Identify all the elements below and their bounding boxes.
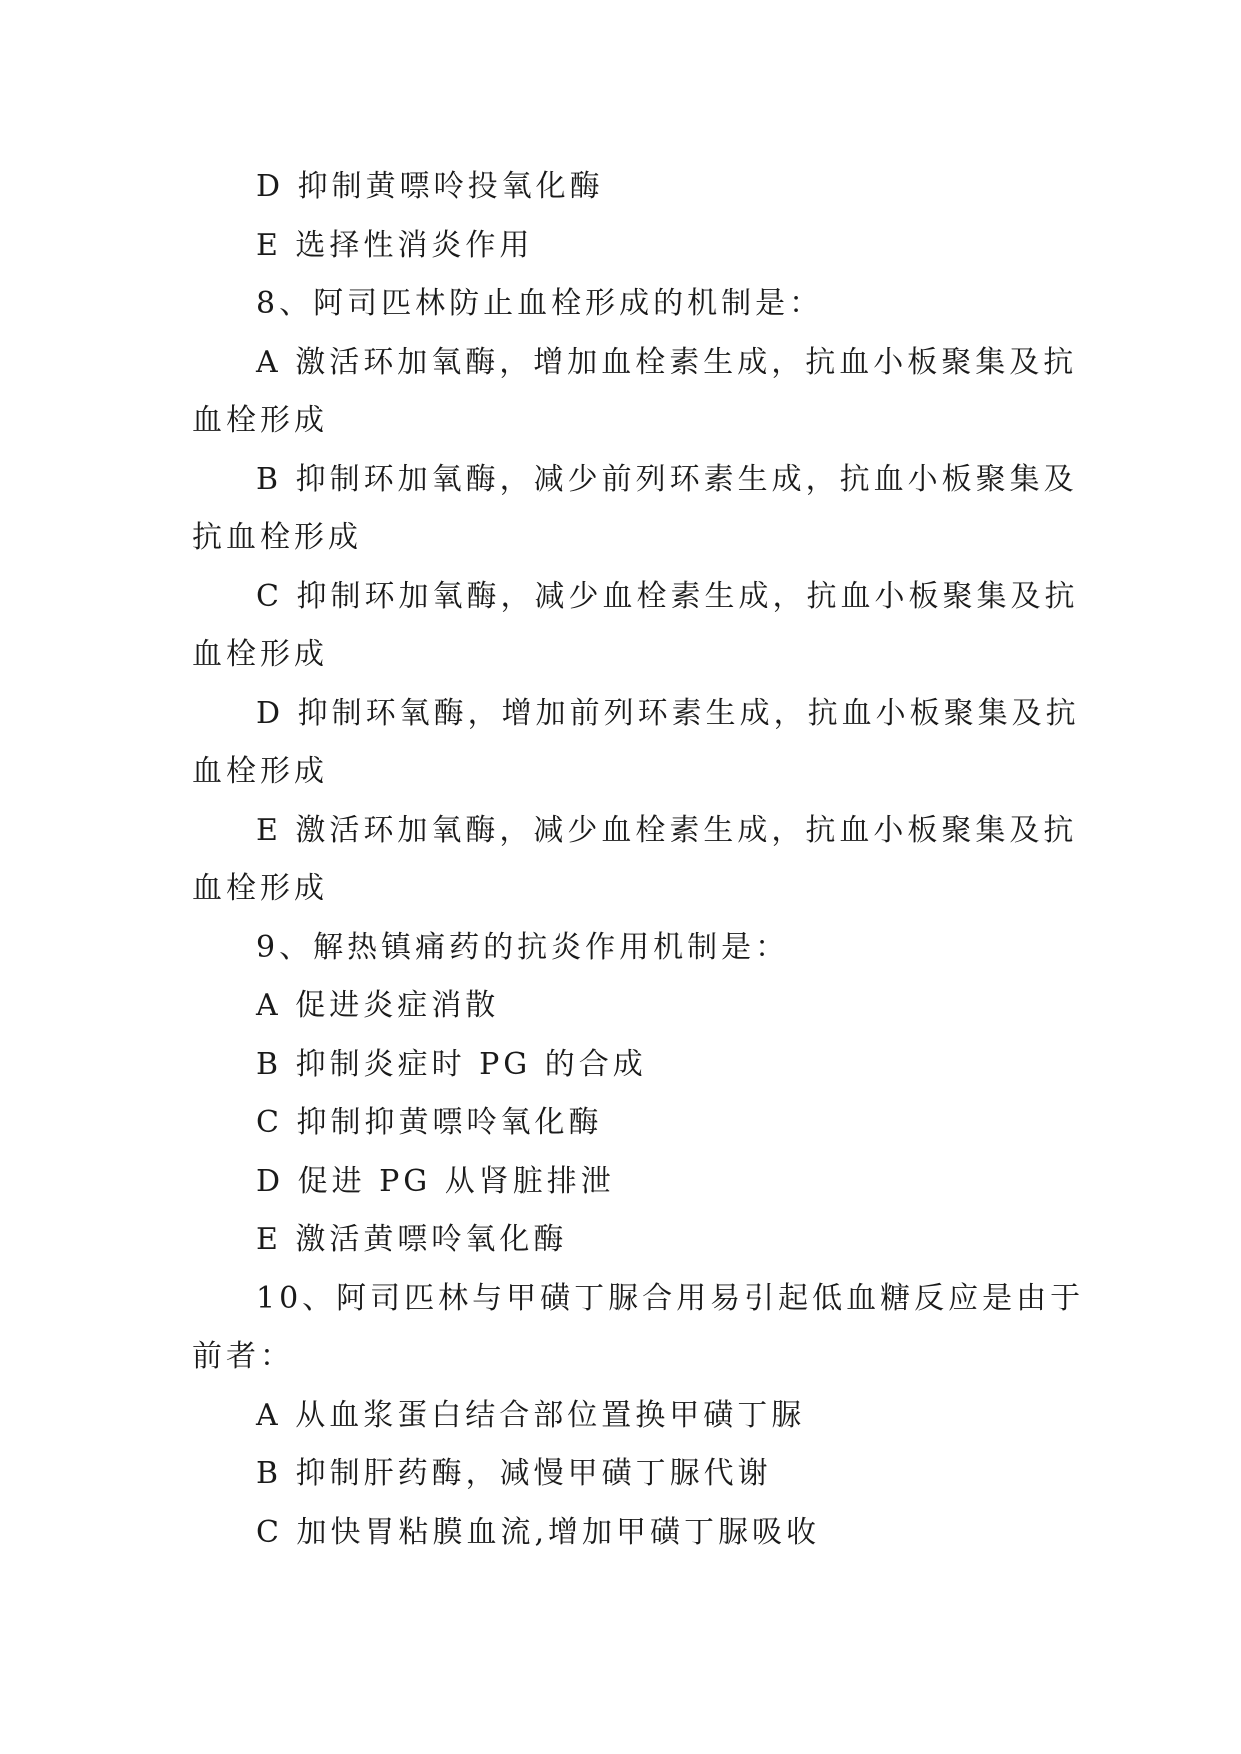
option-8b: B 抑制环加氧酶，减少前列环素生成，抗血小板聚集及 <box>256 461 1078 497</box>
question-10-continued: 前者： <box>192 1339 294 1374</box>
question-8: 8、阿司匹林防止血栓形成的机制是： <box>256 286 824 321</box>
question-10: 10、阿司匹林与甲磺丁脲合用易引起低血糖反应是由于 <box>256 1280 1085 1316</box>
option-8a-continued: 血栓形成 <box>192 403 328 438</box>
option-8b-continued: 抗血栓形成 <box>192 520 362 555</box>
option-9d: D 促进 PG 从肾脏排泄 <box>256 1163 615 1199</box>
option-8d-continued: 血栓形成 <box>192 754 328 789</box>
option-9e: E 激活黄嘌呤氧化酶 <box>256 1222 568 1257</box>
option-9c: C 抑制抑黄嘌呤氧化酶 <box>256 1105 603 1140</box>
option-10b: B 抑制肝药酶，减慢甲磺丁脲代谢 <box>256 1456 772 1491</box>
option-8d: D 抑制环氧酶，增加前列环素生成，抗血小板聚集及抗 <box>256 695 1080 731</box>
option-10a: A 从血浆蛋白结合部位置换甲磺丁脲 <box>256 1397 806 1433</box>
option-8a: A 激活环加氧酶，增加血栓素生成，抗血小板聚集及抗 <box>256 344 1078 380</box>
option-7d: D 抑制黄嘌呤投氧化酶 <box>256 169 604 204</box>
option-9b: B 抑制炎症时 PG 的合成 <box>256 1046 647 1082</box>
option-8e: E 激活环加氧酶，减少血栓素生成，抗血小板聚集及抗 <box>256 812 1078 848</box>
option-7e: E 选择性消炎作用 <box>256 227 534 263</box>
option-8e-continued: 血栓形成 <box>192 871 328 906</box>
option-9a: A 促进炎症消散 <box>256 988 500 1023</box>
document-body <box>192 158 1085 1562</box>
question-9: 9、解热镇痛药的抗炎作用机制是： <box>256 929 790 965</box>
option-10c: C 加快胃粘膜血流,增加甲磺丁脲吸收 <box>256 1514 821 1550</box>
option-8c-continued: 血栓形成 <box>192 637 328 672</box>
option-8c: C 抑制环加氧酶，减少血栓素生成，抗血小板聚集及抗 <box>256 578 1079 614</box>
